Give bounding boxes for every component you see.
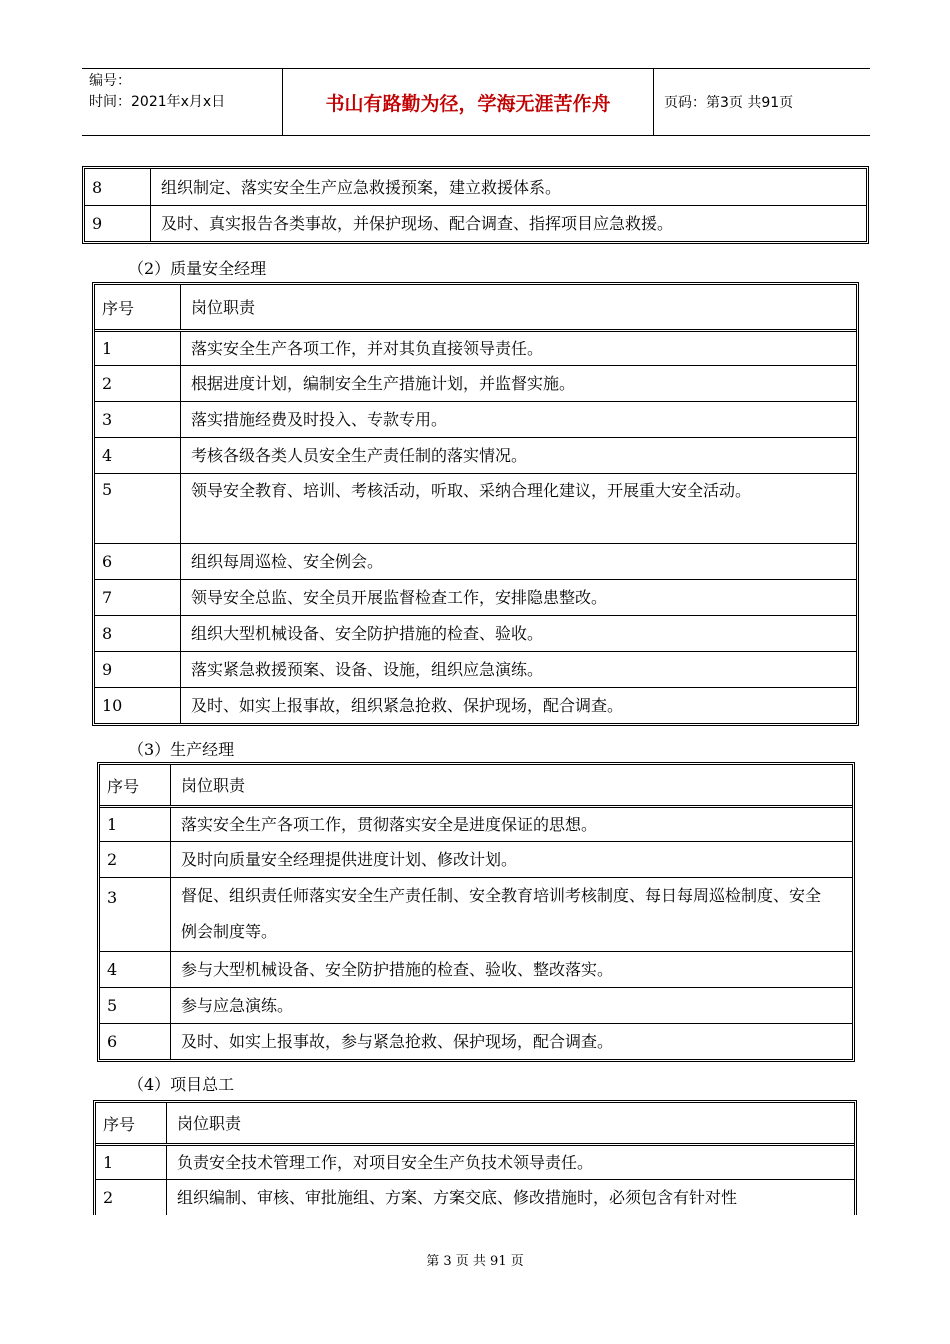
header-number: 序号	[95, 285, 181, 329]
row-text: 考核各级各类人员安全生产责任制的落实情况。	[191, 446, 528, 465]
page-header	[82, 68, 870, 136]
table-row	[85, 205, 866, 241]
row-number: 1	[100, 808, 171, 841]
row-text: 组织编制、审核、审批施组、方案、方案交底、修改措施时，必须包含有针对性	[177, 1188, 738, 1207]
table-row	[95, 437, 856, 473]
row-number: 1	[95, 332, 181, 365]
header-page-info: 页码：第3页 共91页	[664, 95, 794, 111]
table-row	[95, 365, 856, 401]
table-row	[95, 401, 856, 437]
row-number: 8	[95, 616, 181, 651]
table-row	[95, 579, 856, 615]
header-number: 序号	[96, 1103, 167, 1143]
row-text: 落实措施经费及时投入、专款专用。	[191, 410, 448, 429]
row-text: 组织大型机械设备、安全防护措施的检查、验收。	[191, 624, 544, 643]
table-row	[100, 877, 852, 951]
page-footer: 第 3 页 共 91 页	[426, 1254, 524, 1269]
header-meta	[82, 69, 283, 135]
row-text: 领导安全总监、安全员开展监督检查工作，安排隐患整改。	[191, 588, 608, 607]
row-text: 督促、组织责任师落实安全生产责任制、安全教育培训考核制度、每日每周巡检制度、安全例会制度等。	[181, 886, 822, 941]
row-number: 6	[95, 544, 181, 579]
chief-engineer-table	[93, 1100, 857, 1215]
row-text: 及时向质量安全经理提供进度计划、修改计划。	[181, 850, 518, 869]
table-row	[95, 329, 856, 365]
table-row	[95, 615, 856, 651]
row-number: 9	[95, 652, 181, 687]
continued-table	[82, 166, 869, 244]
row-number: 7	[95, 580, 181, 615]
row-number: 10	[95, 688, 181, 723]
header-duty: 岗位职责	[181, 775, 246, 795]
header-duty: 岗位职责	[191, 297, 256, 317]
row-text: 根据进度计划，编制安全生产措施计划，并监督实施。	[191, 374, 576, 393]
section-title: （3）生产经理	[128, 740, 235, 759]
quality-safety-manager-table	[92, 282, 859, 726]
table-row	[100, 987, 852, 1023]
table-row	[95, 651, 856, 687]
row-number: 4	[100, 952, 171, 987]
row-number: 2	[96, 1180, 167, 1215]
row-number: 1	[96, 1146, 167, 1179]
date-label: 时间：2021年x月x日	[89, 94, 226, 110]
row-text: 组织制定、落实安全生产应急救援预案，建立救援体系。	[161, 177, 562, 197]
row-text: 参与应急演练。	[181, 996, 294, 1015]
row-number: 9	[85, 206, 151, 241]
row-number: 8	[85, 169, 151, 205]
table-row	[85, 169, 866, 205]
table-header-row	[96, 1103, 854, 1143]
section-title: （4）项目总工	[128, 1075, 235, 1094]
row-number: 6	[100, 1024, 171, 1059]
row-text: 落实安全生产各项工作，贯彻落实安全是进度保证的思想。	[181, 815, 598, 834]
row-text: 领导安全教育、培训、考核活动，听取、采纳合理化建议，开展重大安全活动。	[191, 481, 752, 500]
header-duty: 岗位职责	[177, 1113, 242, 1133]
table-row	[95, 687, 856, 723]
production-manager-table	[97, 762, 855, 1062]
row-text: 落实安全生产各项工作，并对其负直接领导责任。	[191, 339, 544, 358]
table-row	[100, 951, 852, 987]
table-header-row	[95, 285, 856, 329]
table-row	[100, 805, 852, 841]
row-text: 及时、如实上报事故，参与紧急抢救、保护现场，配合调查。	[181, 1032, 614, 1051]
section-title: （2）质量安全经理	[128, 259, 267, 278]
row-number: 5	[95, 474, 181, 543]
row-text: 落实紧急救援预案、设备、设施，组织应急演练。	[191, 660, 544, 679]
table-row	[95, 473, 856, 543]
header-number: 序号	[100, 765, 171, 805]
row-number: 3	[100, 878, 171, 951]
table-row	[100, 841, 852, 877]
table-row	[100, 1023, 852, 1059]
row-number: 5	[100, 988, 171, 1023]
row-text: 及时、真实报告各类事故，并保护现场、配合调查、指挥项目应急救援。	[161, 214, 674, 233]
table-row	[96, 1179, 854, 1215]
row-number: 2	[100, 842, 171, 877]
row-text: 参与大型机械设备、安全防护措施的检查、验收、整改落实。	[181, 960, 614, 979]
table-row	[96, 1143, 854, 1179]
row-number: 2	[95, 366, 181, 401]
row-number: 4	[95, 438, 181, 473]
header-motto: 书山有路勤为径，学海无涯苦作舟	[283, 69, 654, 135]
code-label: 编号：	[89, 73, 131, 89]
table-header-row	[100, 765, 852, 805]
table-row	[95, 543, 856, 579]
row-text: 负责安全技术管理工作，对项目安全生产负技术领导责任。	[177, 1153, 594, 1172]
row-text: 组织每周巡检、安全例会。	[191, 552, 384, 571]
row-text: 及时、如实上报事故，组织紧急抢救、保护现场，配合调查。	[191, 696, 624, 715]
row-number: 3	[95, 402, 181, 437]
